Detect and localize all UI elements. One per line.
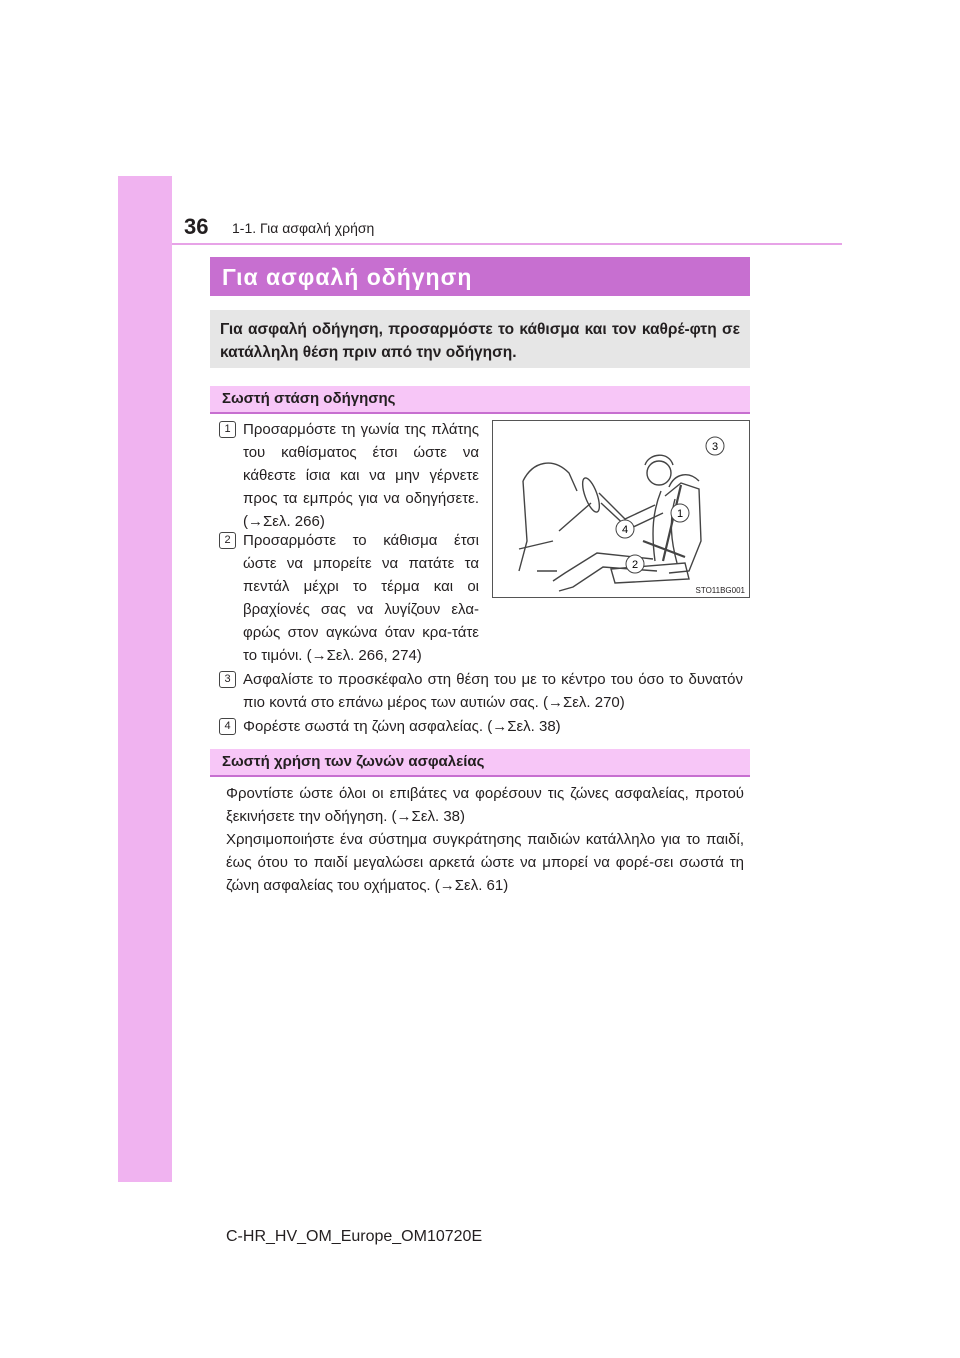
page-title: Για ασφαλή οδήγηση — [222, 264, 473, 290]
item-number-3-icon: 3 — [219, 671, 236, 688]
section-heading-driving-posture: Σωστή στάση οδήγησης — [210, 386, 750, 414]
footer-document-code: C-HR_HV_OM_Europe_OM10720E — [226, 1228, 483, 1245]
summary-text: Για ασφαλή οδήγηση, προσαρμόστε το κάθισμα και τον καθρέ-φτη σε κατάλληλη θέση πριν από την οδήγηση. — [220, 321, 740, 361]
title-bar — [210, 257, 750, 296]
section-heading-seatbelt-use: Σωστή χρήση των ζωνών ασφαλείας — [210, 749, 750, 777]
callout-4: 4 — [621, 524, 629, 536]
seatbelt-paragraph-2: Χρησιμοποιήστε ένα σύστημα συγκράτησης παιδιών κατάλληλο για το παιδί, έως ότου το παιδί μεγαλώσει αρκετά ώστε να μπορεί να φορέ-σει σωστά τη ζώνη ασφαλείας του οχήματος. (→Σελ. 61) — [226, 831, 744, 894]
sidebar-tab — [118, 176, 172, 1182]
callout-1: 1 — [676, 508, 684, 520]
driver-seat-diagram — [493, 421, 749, 597]
item-1-text: Προσαρμόστε τη γωνία της πλάτης του καθίσματος έτσι ώστε να κάθεστε ίσια και να μην γέρνετε προς τα εμπρός για να οδηγήσετε. (→Σελ. 266) — [243, 421, 479, 530]
illustration-code: STO11BG001 — [695, 586, 745, 595]
page-number: 36 — [184, 214, 209, 239]
header-divider — [172, 243, 842, 245]
summary-box — [210, 310, 750, 368]
item-2-text: Προσαρμόστε το κάθισμα έτσι ώστε να μπορείτε να πατάτε τα πεντάλ μέχρι το τέρμα και οι βραχίονές σας να λυγίζουν ελα-φρώς στον αγκώνα όταν κρα-τάτε το τιμόνι. (→Σελ. 266, 274) — [243, 532, 479, 664]
seating-position-illustration — [492, 420, 750, 598]
item-number-1-icon: 1 — [219, 421, 236, 438]
seatbelt-paragraph-1: Φροντίστε ώστε όλοι οι επιβάτες να φορέσουν τις ζώνες ασφαλείας, προτού ξεκινήσετε την οδήγηση. (→Σελ. 38) — [226, 785, 744, 825]
item-number-2-icon: 2 — [219, 532, 236, 549]
item-4-text: Φορέστε σωστά τη ζώνη ασφαλείας. (→Σελ. 38) — [243, 718, 561, 735]
item-3-text: Ασφαλίστε το προσκέφαλο στη θέση του με το κέντρο του όσο το δυνατόν πιο κοντά στο επάνω μέρος των αυτιών σας. (→Σελ. 270) — [243, 671, 743, 711]
callout-2: 2 — [631, 559, 639, 571]
section-label: 1-1. Για ασφαλή χρήση — [232, 220, 375, 236]
item-number-4-icon: 4 — [219, 718, 236, 735]
callout-3: 3 — [711, 441, 719, 453]
